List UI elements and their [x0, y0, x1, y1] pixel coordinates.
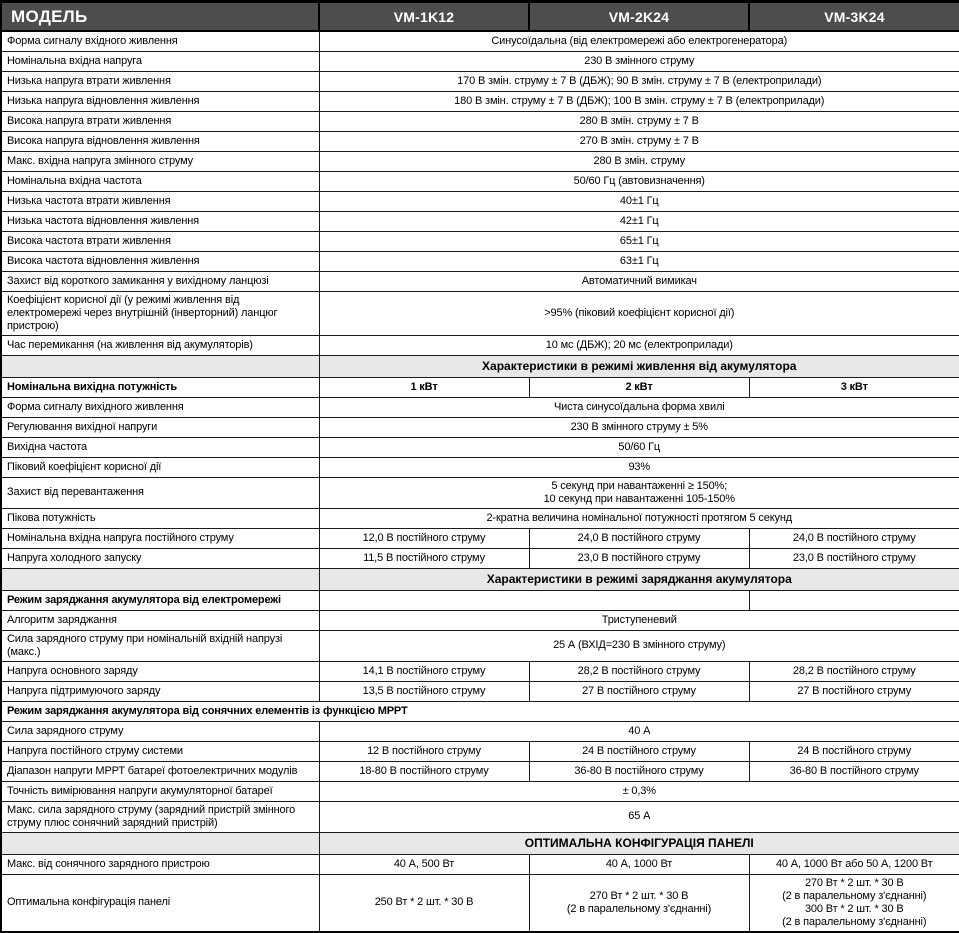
- section-row: [1, 355, 959, 377]
- spec-label-cell: Номінальна вхідна напруга: [1, 51, 319, 71]
- spec-value-cell: [319, 131, 959, 151]
- spec-value-cell: [319, 508, 959, 528]
- empty-value-cell: [749, 590, 959, 610]
- spec-label-cell: Номінальна вхідна напруга постійного струму: [1, 528, 319, 548]
- cell-line: 23,0 В постійного струму: [792, 551, 916, 564]
- spec-value-cell: [319, 630, 959, 661]
- table-row: [1, 477, 959, 508]
- table-row: [1, 377, 959, 397]
- spec-value-cell: [319, 71, 959, 91]
- spec-value-cell: [529, 854, 749, 874]
- cell-line: 270 В змін. струму ± 7 В: [579, 134, 699, 147]
- cell-line: 5 секунд при навантаженні ≥ 150%;: [551, 479, 728, 492]
- spec-value-cell: [319, 761, 529, 781]
- spec-value-cell: [319, 457, 959, 477]
- cell-line: 50/60 Гц (автовизначення): [573, 174, 705, 187]
- table-row: [1, 801, 959, 832]
- table-row: [1, 91, 959, 111]
- spec-value-cell: [319, 528, 529, 548]
- table-row: [1, 681, 959, 701]
- table-row: [1, 335, 959, 355]
- spec-value-cell: [319, 51, 959, 71]
- cell-line: 28,2 В постійного струму: [577, 664, 701, 677]
- table-row: [1, 874, 959, 932]
- spec-value-cell: [319, 31, 959, 51]
- cell-line: 1 кВт: [410, 380, 438, 393]
- cell-line: 42±1 Гц: [619, 214, 659, 227]
- column-header-vm-3k24: VM-3K24: [749, 2, 959, 32]
- spec-label-cell: Регулювання вихідної напруги: [1, 417, 319, 437]
- empty-value-cell: [319, 590, 749, 610]
- table-row: [1, 741, 959, 761]
- cell-line: 40 А, 500 Вт: [393, 857, 455, 870]
- spec-value-cell: [319, 151, 959, 171]
- spec-label-cell: Піковий коефіцієнт корисної дії: [1, 457, 319, 477]
- table-row: [1, 231, 959, 251]
- spec-label-cell: Захист від перевантаження: [1, 477, 319, 508]
- cell-line: 24,0 В постійного струму: [792, 531, 916, 544]
- spec-value-cell: [319, 111, 959, 131]
- spec-label-cell: Висока напруга відновлення живлення: [1, 131, 319, 151]
- spec-value-cell: [319, 377, 529, 397]
- model-header-cell: МОДЕЛЬ: [1, 2, 319, 32]
- cell-line: 170 В змін. струму ± 7 В (ДБЖ); 90 В змін. струму ± 7 В (електроприлади): [457, 74, 822, 87]
- cell-line: 27 В постійного струму: [582, 684, 696, 697]
- cell-line: 270 Вт * 2 шт. * 30 В: [804, 876, 904, 889]
- spec-table-body: [1, 31, 959, 932]
- spec-value-cell: [319, 548, 529, 568]
- spec-label-cell: Низька напруга відновлення живлення: [1, 91, 319, 111]
- cell-line: (2 в паралельному з'єднанні): [782, 915, 927, 928]
- table-row: [1, 271, 959, 291]
- subsection-row: [1, 590, 959, 610]
- spec-value-cell: [749, 681, 959, 701]
- spec-value-cell: [319, 721, 959, 741]
- cell-line: 93%: [628, 460, 651, 473]
- spec-value-cell: [319, 191, 959, 211]
- cell-line: 230 В змінного струму ± 5%: [570, 420, 708, 433]
- spec-value-cell: [529, 681, 749, 701]
- cell-line: 36-80 В постійного струму: [789, 764, 919, 777]
- section-title: Характеристики в режимі заряджання акумулятора: [319, 568, 959, 590]
- spec-value-cell: [319, 610, 959, 630]
- cell-line: 24,0 В постійного струму: [577, 531, 701, 544]
- cell-line: 13,5 В постійного струму: [362, 684, 486, 697]
- spec-value-cell: [319, 231, 959, 251]
- cell-line: 2-кратна величина номінальної потужності протягом 5 секунд: [486, 511, 793, 524]
- table-row: [1, 854, 959, 874]
- table-row: [1, 251, 959, 271]
- spec-label-cell: Пікова потужність: [1, 508, 319, 528]
- spec-label-cell: Сила зарядного струму: [1, 721, 319, 741]
- section-spacer-cell: [1, 355, 319, 377]
- cell-line: 24 В постійного струму: [797, 744, 912, 757]
- table-row: [1, 661, 959, 681]
- spec-value-cell: [529, 548, 749, 568]
- cell-line: (2 в паралельному з'єднанні): [782, 889, 927, 902]
- spec-value-cell: [529, 741, 749, 761]
- spec-value-cell: [749, 874, 959, 932]
- spec-label-cell: Вихідна частота: [1, 437, 319, 457]
- cell-line: 40 А, 1000 Вт: [605, 857, 673, 870]
- cell-line: Чиста синусоїдальна форма хвилі: [553, 400, 725, 413]
- spec-label-cell: Форма сигналу вихідного живлення: [1, 397, 319, 417]
- spec-label-cell: Коефіцієнт корисної дії (у режимі живлення від електромережі через внутрішній (інверторний) ланцюг пристрою): [1, 291, 319, 335]
- spec-value-cell: [319, 417, 959, 437]
- spec-label-cell: Макс. від сонячного зарядного пристрою: [1, 854, 319, 874]
- table-row: [1, 291, 959, 335]
- spec-value-cell: [749, 661, 959, 681]
- spec-value-cell: [319, 291, 959, 335]
- spec-value-cell: [529, 377, 749, 397]
- column-header-vm-1k12: VM-1K12: [319, 2, 529, 32]
- spec-value-cell: [319, 741, 529, 761]
- spec-value-cell: [319, 801, 959, 832]
- cell-line: 65 А: [628, 810, 651, 822]
- spec-label-cell: Низька частота відновлення живлення: [1, 211, 319, 231]
- cell-line: 230 В змінного струму: [584, 54, 695, 67]
- spec-label-cell: Висока частота відновлення живлення: [1, 251, 319, 271]
- cell-line: Триступеневий: [601, 613, 677, 626]
- spec-value-cell: [319, 854, 529, 874]
- spec-value-cell: [319, 874, 529, 932]
- spec-label-cell: Макс. сила зарядного струму (зарядний пристрій змінного струму плюс сонячний зарядний пристрій): [1, 801, 319, 832]
- cell-line: 300 Вт * 2 шт. * 30 В: [804, 902, 904, 915]
- section-spacer-cell: [1, 832, 319, 854]
- spec-label-cell: Низька напруга втрати живлення: [1, 71, 319, 91]
- table-row: [1, 111, 959, 131]
- column-header-vm-2k24: VM-2K24: [529, 2, 749, 32]
- table-row: [1, 781, 959, 801]
- spec-label-cell: Сила зарядного струму при номінальній вхідній напрузі (макс.): [1, 630, 319, 661]
- spec-label-cell: Час перемикання (на живлення від акумуляторів): [1, 335, 319, 355]
- table-row: [1, 131, 959, 151]
- spec-value-cell: [319, 681, 529, 701]
- cell-line: 36-80 В постійного струму: [574, 764, 704, 777]
- table-row: [1, 151, 959, 171]
- cell-line: 50/60 Гц: [618, 440, 661, 453]
- cell-line: 28,2 В постійного струму: [792, 664, 916, 677]
- cell-line: 10 секунд при навантаженні 105-150%: [543, 492, 735, 505]
- cell-line: 65±1 Гц: [619, 234, 659, 247]
- section-spacer-cell: [1, 568, 319, 590]
- cell-line: 23,0 В постійного струму: [577, 551, 701, 564]
- spec-label-cell: Низька частота втрати живлення: [1, 191, 319, 211]
- spec-value-cell: [529, 874, 749, 932]
- table-row: [1, 211, 959, 231]
- spec-value-cell: [319, 437, 959, 457]
- cell-line: 12,0 В постійного струму: [362, 531, 486, 544]
- spec-label-cell: Напруга постійного струму системи: [1, 741, 319, 761]
- table-row: [1, 397, 959, 417]
- spec-value-cell: [319, 661, 529, 681]
- cell-line: 10 мс (ДБЖ); 20 мс (електроприлади): [545, 338, 733, 351]
- table-row: [1, 610, 959, 630]
- spec-value-cell: [529, 661, 749, 681]
- cell-line: 11,5 В постійного струму: [363, 551, 485, 564]
- cell-line: 18-80 В постійного струму: [359, 764, 489, 777]
- section-title: Характеристики в режимі живлення від акумулятора: [319, 355, 959, 377]
- table-row: [1, 548, 959, 568]
- spec-value-cell: [749, 741, 959, 761]
- cell-line: 14,1 В постійного струму: [362, 664, 486, 677]
- subsection-row: [1, 701, 959, 721]
- cell-line: 27 В постійного струму: [797, 684, 912, 697]
- table-row: [1, 761, 959, 781]
- spec-value-cell: [749, 761, 959, 781]
- table-row: [1, 171, 959, 191]
- table-row: [1, 437, 959, 457]
- spec-value-cell: [319, 251, 959, 271]
- cell-line: 280 В змін. струму: [593, 154, 685, 167]
- spec-value-cell: [319, 271, 959, 291]
- spec-value-cell: [319, 397, 959, 417]
- section-row: [1, 832, 959, 854]
- subsection-label: Режим заряджання акумулятора від електромережі: [1, 590, 319, 610]
- spec-value-cell: [319, 477, 959, 508]
- cell-line: 40±1 Гц: [619, 194, 659, 207]
- cell-line: Синусоїдальна (від електромережі або електрогенератора): [491, 34, 788, 47]
- cell-line: 40 А, 1000 Вт або 50 А, 1200 Вт: [775, 857, 933, 870]
- spec-value-cell: [749, 548, 959, 568]
- spec-value-cell: [749, 854, 959, 874]
- spec-label-cell: Напруга основного заряду: [1, 661, 319, 681]
- spec-value-cell: [529, 761, 749, 781]
- spec-label-cell: Номінальна вихідна потужність: [1, 377, 319, 397]
- table-row: [1, 508, 959, 528]
- spec-value-cell: [319, 781, 959, 801]
- table-row: [1, 71, 959, 91]
- spec-label-cell: Точність вимірювання напруги акумуляторної батареї: [1, 781, 319, 801]
- cell-line: 2 кВт: [625, 380, 653, 393]
- spec-value-cell: [319, 211, 959, 231]
- cell-line: Автоматичний вимикач: [581, 274, 697, 287]
- cell-line: 40 А: [628, 724, 651, 737]
- cell-line: 63±1 Гц: [619, 254, 659, 267]
- spec-value-cell: [319, 335, 959, 355]
- header-row: [1, 2, 959, 32]
- spec-label-cell: Діапазон напруги МРРТ батареї фотоелектричних модулів: [1, 761, 319, 781]
- spec-value-cell: [529, 528, 749, 548]
- table-row: [1, 31, 959, 51]
- spec-label-cell: Висока напруга втрати живлення: [1, 111, 319, 131]
- cell-line: 25 А (ВХІД=230 В змінного струму): [553, 639, 726, 651]
- cell-line: 180 В змін. струму ± 7 В (ДБЖ); 100 В змін. струму ± 7 В (електроприлади): [454, 94, 825, 107]
- spec-label-cell: Напруга підтримуючого заряду: [1, 681, 319, 701]
- spec-label-cell: Захист від короткого замикання у вихідному ланцюзі: [1, 271, 319, 291]
- table-row: [1, 51, 959, 71]
- spec-value-cell: [749, 528, 959, 548]
- cell-line: 24 В постійного струму: [582, 744, 696, 757]
- cell-line: 12 В постійного струму: [367, 744, 481, 757]
- spec-label-cell: Висока частота втрати живлення: [1, 231, 319, 251]
- table-row: [1, 457, 959, 477]
- cell-line: 3 кВт: [840, 380, 868, 393]
- spec-label-cell: Напруга холодного запуску: [1, 548, 319, 568]
- section-row: [1, 568, 959, 590]
- spec-label-cell: Оптимальна конфігурація панелі: [1, 874, 319, 932]
- spec-value-cell: [319, 91, 959, 111]
- table-row: [1, 528, 959, 548]
- cell-line: 250 Вт * 2 шт. * 30 В: [374, 896, 474, 908]
- subsection-label: Режим заряджання акумулятора від сонячних елементів із функцією МРРТ: [1, 701, 959, 721]
- cell-line: 270 Вт * 2 шт. * 30 В: [589, 889, 689, 902]
- spec-label-cell: Алгоритм заряджання: [1, 610, 319, 630]
- cell-line: >95% (піковий коефіцієнт корисної дії): [544, 306, 735, 319]
- cell-line: ± 0,3%: [622, 784, 656, 797]
- spec-value-cell: [319, 171, 959, 191]
- table-row: [1, 630, 959, 661]
- table-row: [1, 417, 959, 437]
- section-title: ОПТИМАЛЬНА КОНФІГУРАЦІЯ ПАНЕЛІ: [319, 832, 959, 854]
- spec-label-cell: Номінальна вхідна частота: [1, 171, 319, 191]
- table-row: [1, 721, 959, 741]
- spec-label-cell: Форма сигналу вхідного живлення: [1, 31, 319, 51]
- spec-value-cell: [749, 377, 959, 397]
- spec-label-cell: Макс. вхідна напруга змінного струму: [1, 151, 319, 171]
- table-row: [1, 191, 959, 211]
- cell-line: (2 в паралельному з'єднанні): [566, 902, 712, 915]
- cell-line: 280 В змін. струму ± 7 В: [579, 114, 699, 127]
